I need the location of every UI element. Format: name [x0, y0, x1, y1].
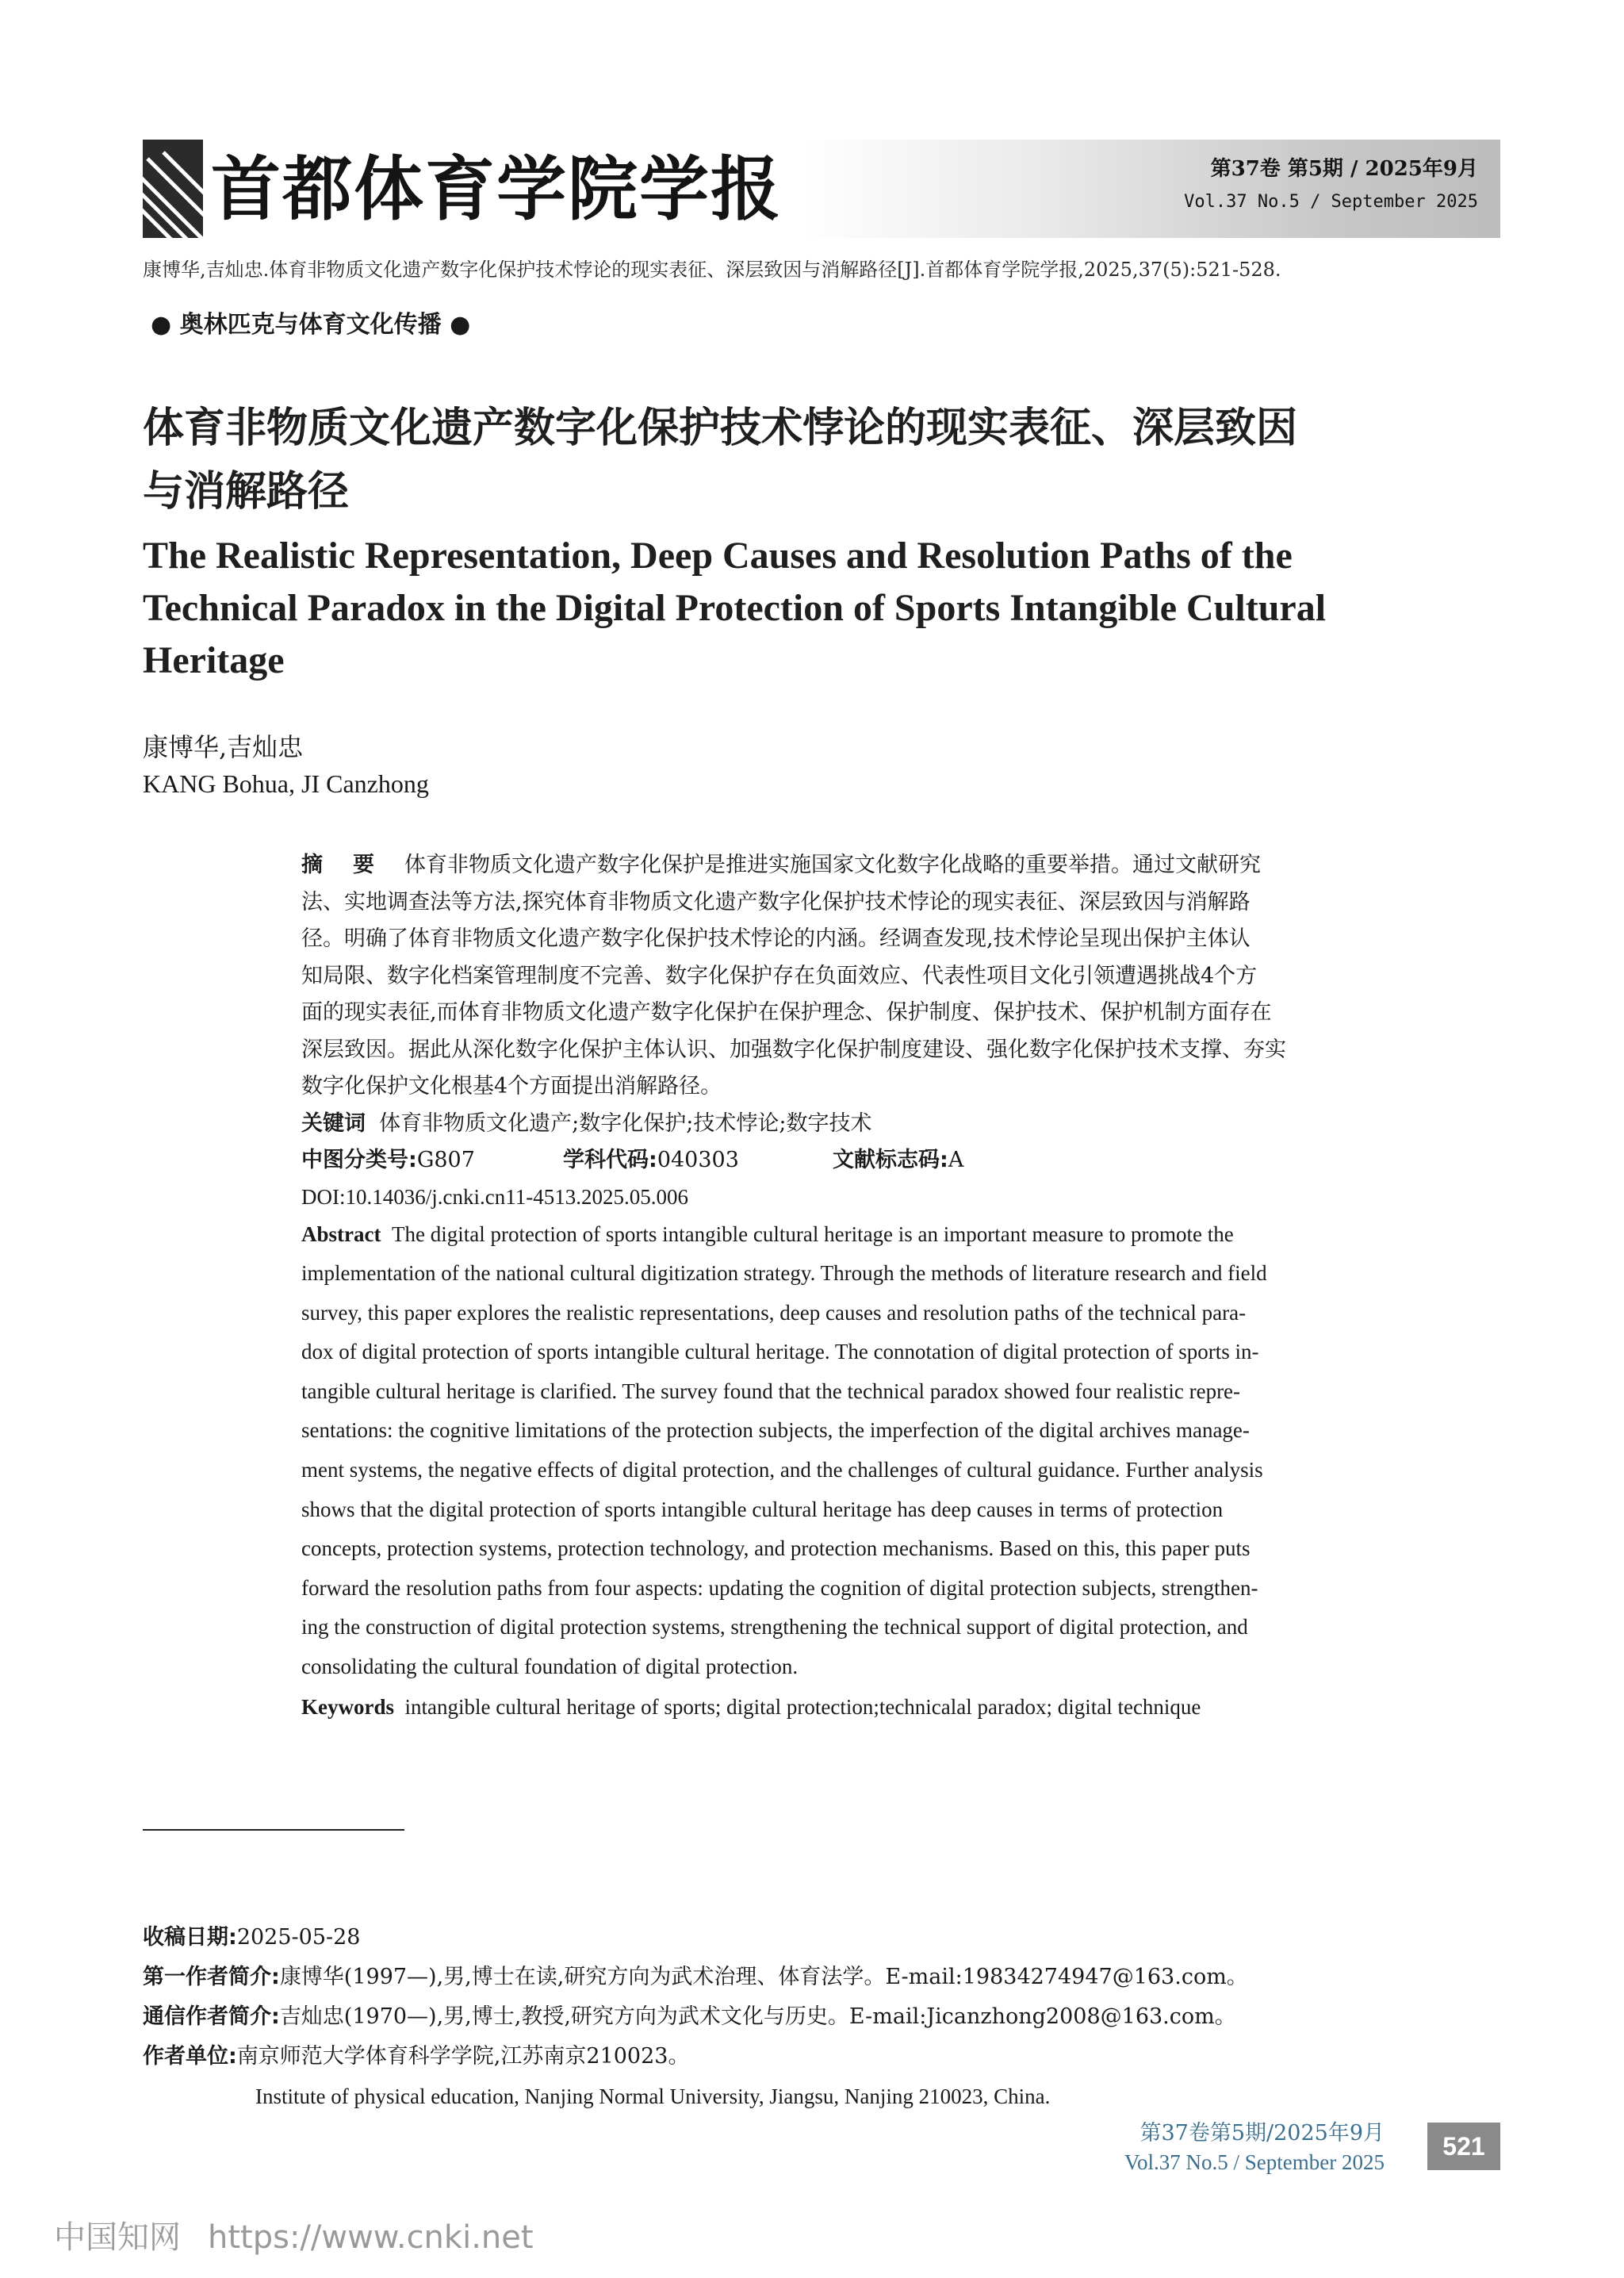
journal-logo-icon: [143, 140, 203, 238]
abstract-section: [301, 847, 1350, 1727]
title-en-line: Heritage: [143, 639, 285, 681]
abstract-zh-label-a: 摘: [301, 853, 323, 877]
keywords-en-value: intangible cultural heritage of sports; digital protection;technicalal paradox; digital technique: [404, 1694, 1201, 1719]
journal-masthead: [143, 140, 1500, 238]
masthead-issue-en: Vol.37 No.5 / September 2025: [1184, 192, 1478, 212]
received-label: 收稿日期:: [143, 1925, 237, 1950]
keywords-en: [301, 1687, 1350, 1727]
article-title-en: [143, 530, 1491, 687]
abstract-en-line: sentations: the cognitive limitations of the protection subjects, the imperfection of the digital archives manage-: [301, 1418, 1250, 1443]
column-heading: [151, 309, 470, 341]
keywords-zh-value: 体育非物质文化遗产;数字化保护;技术悖论;数字技术: [379, 1110, 872, 1136]
title-en-line: Technical Paradox in the Digital Protection of Sports Intangible Cultural: [143, 587, 1327, 629]
article-title-zh: [143, 397, 1500, 523]
received-value: 2025-05-28: [236, 1925, 361, 1950]
affiliation-en: Institute of physical education, Nanjing Normal University, Jiangsu, Nanjing 210023, China.: [255, 2084, 1051, 2108]
subject-code-label: 学科代码:: [563, 1147, 657, 1172]
watermark-brand: 中国知网: [54, 2219, 181, 2256]
abstract-en-line: forward the resolution paths from four aspects: updating the cognition of digital protection subjects, strengthen-: [301, 1575, 1258, 1600]
first-author-value: 康博华(1997—),男,博士在读,研究方向为武术治理、体育法学。E-mail:19834274947@163.com。: [279, 1965, 1248, 1989]
keywords-zh: [301, 1106, 1350, 1142]
abstract-zh-line: 面的现实表征,而体育非物质文化遗产数字化保护在保护理念、保护制度、保护技术、保护机制方面存在: [301, 1000, 1272, 1025]
journal-title: 首都体育学院学报: [211, 148, 783, 230]
keywords-zh-label: 关键词: [301, 1110, 366, 1136]
cnki-watermark: [54, 2218, 534, 2257]
subject-code-value: 040303: [657, 1147, 739, 1172]
watermark-url: https://www.cnki.net: [208, 2219, 534, 2256]
footer-issue-zh: 第37卷第5期/2025年9月: [1139, 2121, 1385, 2146]
received-date: [143, 1918, 1500, 1958]
abstract-en-line: ing the construction of digital protection systems, strengthening the technical support of digital protection, and: [301, 1615, 1248, 1639]
abstract-zh-line: 知局限、数字化档案管理制度不完善、数字化保护存在负面效应、代表性项目文化引领遭遇挑战4个方: [301, 963, 1258, 988]
clc-value: G807: [416, 1147, 475, 1172]
corresponding-label: 通信作者简介:: [143, 2004, 280, 2029]
abstract-zh-line: 法、实地调查法等方法,探究体育非物质文化遗产数字化保护技术悖论的现实表征、深层致因与消解路: [301, 889, 1251, 915]
masthead-issue-zh: 第37卷 第5期 / 2025年9月: [1210, 157, 1478, 181]
footnote-divider: [143, 1829, 404, 1831]
abstract-en-label: Abstract: [301, 1221, 381, 1246]
abstract-en-line: consolidating the cultural foundation of digital protection.: [301, 1655, 799, 1679]
classification-row: [301, 1142, 1350, 1179]
keywords-en-label: Keywords: [301, 1694, 394, 1719]
first-author-bio: [143, 1958, 1500, 1997]
abstract-en-line: implementation of the national cultural digitization strategy. Through the methods of literature research and field: [301, 1261, 1267, 1286]
abstract-zh-line: 径。明确了体育非物质文化遗产数字化保护技术悖论的内涵。经调查发现,技术悖论呈现出保护主体认: [301, 926, 1251, 951]
bullet-icon: ●: [151, 311, 180, 339]
abstract-en-line: dox of digital protection of sports intangible cultural heritage. The connotation of digital protection of sports in-: [301, 1340, 1259, 1364]
abstract-zh-line: 深层致因。据此从深化数字化保护主体认识、加强数字化保护制度建设、强化数字化保护技术支撑、夯实: [301, 1037, 1286, 1062]
authors-zh: 康博华,吉灿忠: [143, 732, 304, 762]
abstract-zh-line: 体育非物质文化遗产数字化保护是推进实施国家文化数字化战略的重要举措。通过文献研究: [404, 853, 1261, 877]
authors-en: KANG Bohua, JI Canzhong: [143, 769, 429, 798]
abstract-en-line: ment systems, the negative effects of digital protection, and the challenges of cultural guidance. Further analysis: [301, 1458, 1263, 1482]
doc-code-value: A: [948, 1147, 964, 1172]
corresponding-value: 吉灿忠(1970—),男,博士,教授,研究方向为武术文化与历史。E-mail:Jicanzhong2008@163.com。: [279, 2004, 1236, 2029]
title-zh-line: 体育非物质文化遗产数字化保护技术悖论的现实表征、深层致因: [143, 404, 1298, 452]
citation-line: 康博华,吉灿忠.体育非物质文化遗产数字化保护技术悖论的现实表征、深层致因与消解路径[J].首都体育学院学报,2025,37(5):521-528.: [143, 259, 1281, 281]
doi: DOI:10.14036/j.cnki.cn11-4513.2025.05.006: [301, 1184, 688, 1209]
abstract-en-line: shows that the digital protection of sports intangible cultural heritage has deep causes in terms of protection: [301, 1497, 1224, 1521]
abstract-zh: [301, 847, 1350, 1106]
first-author-label: 第一作者简介:: [143, 1965, 280, 1989]
title-zh-line: 与消解路径: [143, 467, 350, 516]
masthead-gradient-band: [801, 140, 1500, 238]
doc-code-label: 文献标志码:: [833, 1147, 948, 1172]
column-label: 奥林匹克与体育文化传播: [179, 311, 442, 339]
footnotes: [143, 1918, 1500, 2116]
page-number-badge: 521: [1427, 2123, 1500, 2170]
corresponding-author-bio: [143, 1997, 1500, 2037]
abstract-en-line: The digital protection of sports intangible cultural heritage is an important measure to promote the: [391, 1221, 1234, 1246]
footer-issue-en: Vol.37 No.5 / September 2025: [1124, 2150, 1385, 2174]
abstract-zh-line: 数字化保护文化根基4个方面提出消解路径。: [301, 1074, 722, 1099]
abstract-en-line: survey, this paper explores the realistic representations, deep causes and resolution paths of the technical para-: [301, 1300, 1247, 1325]
abstract-en-line: tangible cultural heritage is clarified. The survey found that the technical paradox showed four realistic repre-: [301, 1379, 1241, 1403]
affiliation-value: 南京师范大学体育科学学院,江苏南京210023。: [236, 2044, 690, 2069]
abstract-en-line: concepts, protection systems, protection technology, and protection mechanisms. Based on this, this paper puts: [301, 1536, 1251, 1561]
bullet-icon: ●: [441, 311, 471, 339]
author-affiliation: [143, 2037, 1500, 2077]
title-en-line: The Realistic Representation, Deep Causes and Resolution Paths of the: [143, 535, 1293, 577]
clc-label: 中图分类号:: [301, 1147, 417, 1172]
affiliation-label: 作者单位:: [143, 2044, 237, 2069]
abstract-en: [301, 1215, 1350, 1687]
abstract-zh-label-b: 要: [353, 853, 374, 877]
